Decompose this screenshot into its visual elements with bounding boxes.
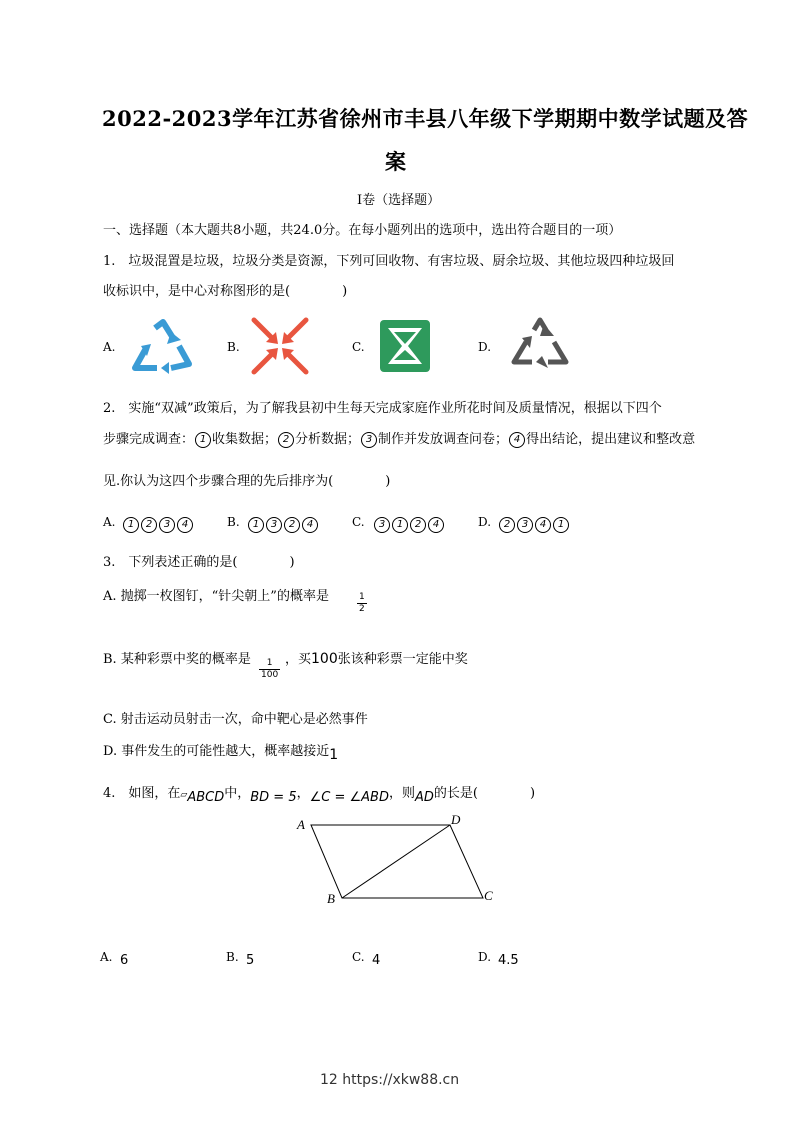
diagonal-bd	[342, 825, 450, 898]
q1-line2: 收标识中，是中心对称图形的是( )	[103, 284, 348, 299]
fraction-denominator: 100	[261, 670, 279, 680]
q4-option-c-label: C.	[352, 950, 365, 964]
q4-ad: AD	[415, 790, 434, 805]
q2-step4: 得出结论，提出建议和整改意	[526, 432, 696, 447]
q2-step2: 分析数据；	[295, 432, 361, 447]
q4-option-a-value: 6	[120, 953, 129, 968]
seq-circle: 1	[123, 517, 139, 533]
q2-line2	[103, 428, 695, 448]
q2-step3: 制作并发放调查问卷；	[378, 432, 509, 447]
seq-circle: 4	[177, 517, 193, 533]
q1-option-a-label: A.	[103, 340, 116, 354]
q2-line3: 见.你认为这四个步骤合理的先后排序为( )	[103, 474, 391, 489]
q3-option-b-text1: B. 某种彩票中奖的概率是	[103, 652, 251, 667]
q2-option-c-sequence	[373, 514, 445, 533]
q4-bd: BD = 5	[250, 790, 297, 805]
fraction-denominator: 2	[359, 604, 365, 614]
q1-option-b-label: B.	[227, 340, 240, 354]
q3-option-b-buy: ，买	[285, 652, 312, 667]
step-marker-2: 2	[278, 432, 294, 448]
q4-option-d-value: 4.5	[498, 953, 519, 968]
seq-circle: 3	[517, 517, 533, 533]
q2-option-b-label: B.	[227, 515, 240, 529]
vertex-label-c: C	[484, 888, 493, 903]
seq-circle: 3	[266, 517, 282, 533]
q4-option-b-label: B.	[226, 950, 239, 964]
q4-option-a-label: A.	[100, 950, 113, 964]
q2-option-d-label: D.	[478, 515, 492, 529]
q4-prefix: 4. 如图，在	[103, 786, 181, 801]
q1-line1: 1. 垃圾混置是垃圾，垃圾分类是资源，下列可回收物、有害垃圾、厨余垃圾、其他垃圾四种垃圾回	[103, 254, 675, 269]
q4-option-d-label: D.	[478, 950, 492, 964]
q4-option-b-value: 5	[246, 953, 255, 968]
seq-circle: 4	[302, 517, 318, 533]
q2-step1: 收集数据；	[212, 432, 278, 447]
q3-option-a-fraction	[357, 592, 367, 615]
seq-circle: 3	[159, 517, 175, 533]
doc-title-line1: 2022-2023学年江苏省徐州市丰县八年级下学期期中数学试题及答	[102, 106, 749, 131]
q3-option-c: C. 射击运动员射击一次，命中靶心是必然事件	[103, 712, 368, 727]
q4-option-c-value: 4	[372, 953, 381, 968]
q2-option-b-sequence	[247, 514, 319, 533]
q3-option-a	[103, 585, 329, 604]
step-marker-4: 4	[509, 432, 525, 448]
q2-line2-prefix: 步骤完成调查：	[103, 432, 195, 447]
vertex-label-b: B	[327, 891, 335, 906]
q2-option-c-label: C.	[352, 515, 365, 529]
vertex-label-a: A	[297, 817, 305, 832]
volume-label: I卷（选择题）	[357, 193, 441, 208]
q4-sep: ，	[296, 786, 310, 801]
q3-option-d	[103, 740, 339, 763]
seq-circle: 4	[428, 517, 444, 533]
fraction-numerator: 1	[359, 592, 365, 602]
q3-option-b-text2	[285, 648, 468, 667]
seq-circle: 2	[284, 517, 300, 533]
step-marker-1: 1	[195, 432, 211, 448]
vertex-label-d: D	[451, 812, 461, 827]
q3-option-d-one: 1	[329, 747, 339, 763]
parallelogram-figure	[290, 808, 500, 912]
q2-option-a-label: A.	[103, 515, 116, 529]
doc-title-line2: 案	[385, 149, 407, 174]
fraction-numerator: 1	[259, 658, 280, 670]
q4-stem	[103, 782, 536, 805]
q1-option-c-label: C.	[352, 340, 365, 354]
q3-option-a-text: A. 抛掷一枚图钉，“针尖朝上”的概率是	[103, 589, 329, 604]
q3-option-d-text: D. 事件发生的可能性越大，概率越接近	[103, 744, 330, 759]
seq-circle: 2	[499, 517, 515, 533]
other-waste-icon	[508, 316, 572, 372]
q4-mid1: 中，	[224, 786, 251, 801]
q2-line1: 2. 实施“双减”政策后，为了解我县初中生每天完成家庭作业所花时间及质量情况，根据以下四个	[103, 401, 662, 416]
q3-option-b-fraction	[259, 658, 280, 681]
q4-suffix: 的长是( )	[433, 786, 536, 801]
q4-mid2: ，则	[389, 786, 416, 801]
q2-option-d-sequence	[498, 514, 570, 533]
step-marker-3: 3	[361, 432, 377, 448]
parallelogram-abcd	[311, 825, 483, 898]
q4-abcd: ABCD	[187, 790, 225, 805]
q4-angle-eq: ∠C = ∠ABD	[309, 790, 389, 805]
q3-stem: 3. 下列表述正确的是( )	[103, 555, 295, 570]
seq-circle: 2	[141, 517, 157, 533]
page-footer: 12 https://xkw88.cn	[320, 1072, 460, 1088]
seq-circle: 1	[553, 517, 569, 533]
kitchen-waste-icon	[378, 318, 432, 374]
seq-circle: 2	[410, 517, 426, 533]
seq-circle: 3	[374, 517, 390, 533]
seq-circle: 4	[535, 517, 551, 533]
section1-heading: 一、选择题（本大题共8小题，共24.0分。在每小题列出的选项中，选出符合题目的一项）	[103, 223, 622, 238]
q3-option-b-hundred: 100	[311, 651, 338, 667]
seq-circle: 1	[392, 517, 408, 533]
parallelogram-icon: ▱	[180, 790, 188, 800]
seq-circle: 1	[248, 517, 264, 533]
recycle-icon	[127, 318, 199, 374]
q2-option-a-sequence	[122, 514, 194, 533]
q3-option-b-text3: 张该种彩票一定能中奖	[337, 652, 468, 667]
harmful-waste-icon	[250, 316, 310, 376]
q1-option-d-label: D.	[478, 340, 492, 354]
